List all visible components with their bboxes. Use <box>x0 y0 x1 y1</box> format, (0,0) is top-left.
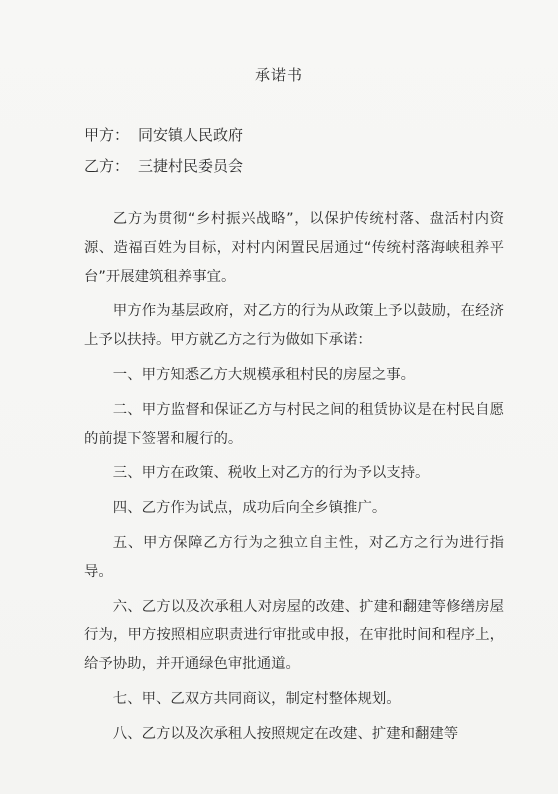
clause-5: 五、甲方保障乙方行为之独立自主性，对乙方之行为进行指导。 <box>84 534 504 580</box>
clause-3: 三、甲方在政策、税收上对乙方的行为予以支持。 <box>112 465 430 482</box>
clause-6: 六、乙方以及次承租人对房屋的改建、扩建和翻建等修缮房屋行为，甲方按照相应职责进行审批或申报，在审批时间和程序上，给予协助，并开通绿色审批通道。 <box>84 598 504 673</box>
clause-8: 八、乙方以及次承租人按照规定在改建、扩建和翻建等 <box>112 725 459 742</box>
clause-4: 四、乙方作为试点，成功后向全乡镇推广。 <box>112 500 387 517</box>
document-body <box>84 205 504 749</box>
party-b-label: 乙方： <box>84 157 130 175</box>
party-a-name: 同安镇人民政府 <box>138 126 244 144</box>
clause-1: 一、甲方知悉乙方大规模承租村民的房屋之事。 <box>112 366 416 383</box>
clause-2: 二、甲方监督和保证乙方与村民之间的租赁协议是在村民自愿的前提下签署和履行的。 <box>84 401 504 447</box>
paragraph-commitment-intro: 甲方作为基层政府，对乙方的行为从政策上予以鼓励，在经济上予以扶持。甲方就乙方之行为做如下承诺： <box>84 303 504 349</box>
party-b-name: 三捷村民委员会 <box>138 157 244 175</box>
party-b-line <box>84 156 243 176</box>
party-a-line <box>84 125 243 145</box>
clause-7: 七、甲、乙双方共同商议，制定村整体规划。 <box>112 690 401 707</box>
paragraph-preamble: 乙方为贯彻“乡村振兴战略”，以保护传统村落、盘活村内资源、造福百姓为目标，对村内闲置民居通过“传统村落海峡租养平台”开展建筑租养事宜。 <box>84 211 504 285</box>
party-a-label: 甲方： <box>84 126 130 144</box>
document-title: 承诺书 <box>254 66 303 84</box>
